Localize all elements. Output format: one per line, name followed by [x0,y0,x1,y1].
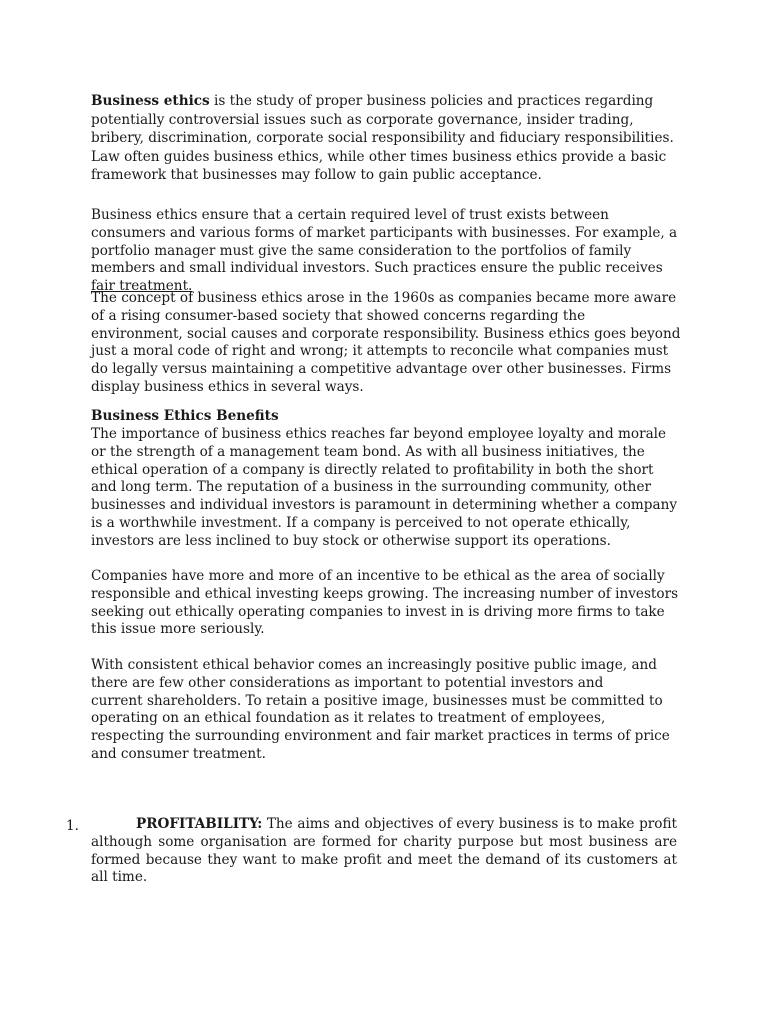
paragraph-public-image [91,657,681,764]
paragraph-text: Business ethics ensure that a certain required level of trust exists between consumers and various forms of market participants with businesses. For example, a portfolio manager must give the same consideration to the portfolios of family members and small individual investors. Such practices ensure the public receives [91,207,678,277]
paragraph-text-part-a: With consistent ethical behavior comes an increasingly positive public image, and there are few other considerations as important to potential investors and [91,657,657,691]
paragraph-business-ethics-definition [91,92,681,185]
list-item-text: The aims and objectives of every business is to make profit although some organisation are formed for charity purpose but most business are formed because they want to make profit and meet the demand of its customers at all time. [91,816,677,886]
list-item-colon: : [257,816,263,832]
paragraph-trust [91,207,681,296]
paragraph-text-part-b: current shareholders. To retain a positive image, businesses must be committed to operating on an ethical foundation as it relates to treatment of employees, respecting the surrounding environment and fair market practices in terms of price and consumer treatment. [91,692,670,762]
list-number: 1. [66,818,79,834]
paragraph-concept-origin: The concept of business ethics arose in the 1960s as companies became more aware of a rising consumer-based society that showed concerns regarding the environment, social causes and corporate responsibility. Business ethics goes beyond just a moral code of right and wrong; it attempts to reconcile what companies must do legally versus maintaining a competitive advantage over other businesses. Firms display business ethics in several ways. [91,290,681,395]
section-heading: Business Ethics Benefits [91,408,279,424]
paragraph-importance: The importance of business ethics reaches far beyond employee loyalty and morale or the strength of a management team bond. As with all business initiatives, the ethical operation of a company is directly related to profitability in both the short and long term. The reputation of a business in the surrounding community, other businesses and individual investors is paramount in determining whether a company is a worthwhile investment. If a company is perceived to not operate ethically, investors are less inclined to buy stock or otherwise support its operations. [91,426,677,549]
list-item-lead: PROFITABILITY [136,816,258,832]
paragraph-text: is the study of proper business policies and practices regarding potentially controversial issues such as corporate governance, insider trading, bribery, discrimination, corporate social responsibility and fiduciary responsibilities. Law often guides business ethics, while other times business ethics provide a basic framework that businesses may follow to gain public acceptance. [91,93,674,183]
list-item-profitability [91,816,677,887]
paragraph-incentive: Companies have more and more of an incentive to be ethical as the area of socially responsible and ethical investing keeps growing. The increasing number of investors seeking out ethically operating companies to invest in is driving more firms to take this issue more seriously. [91,568,679,638]
business-ethics-term: Business ethics [91,93,210,109]
fair-treatment-link[interactable]: fair treatment. [91,278,193,295]
